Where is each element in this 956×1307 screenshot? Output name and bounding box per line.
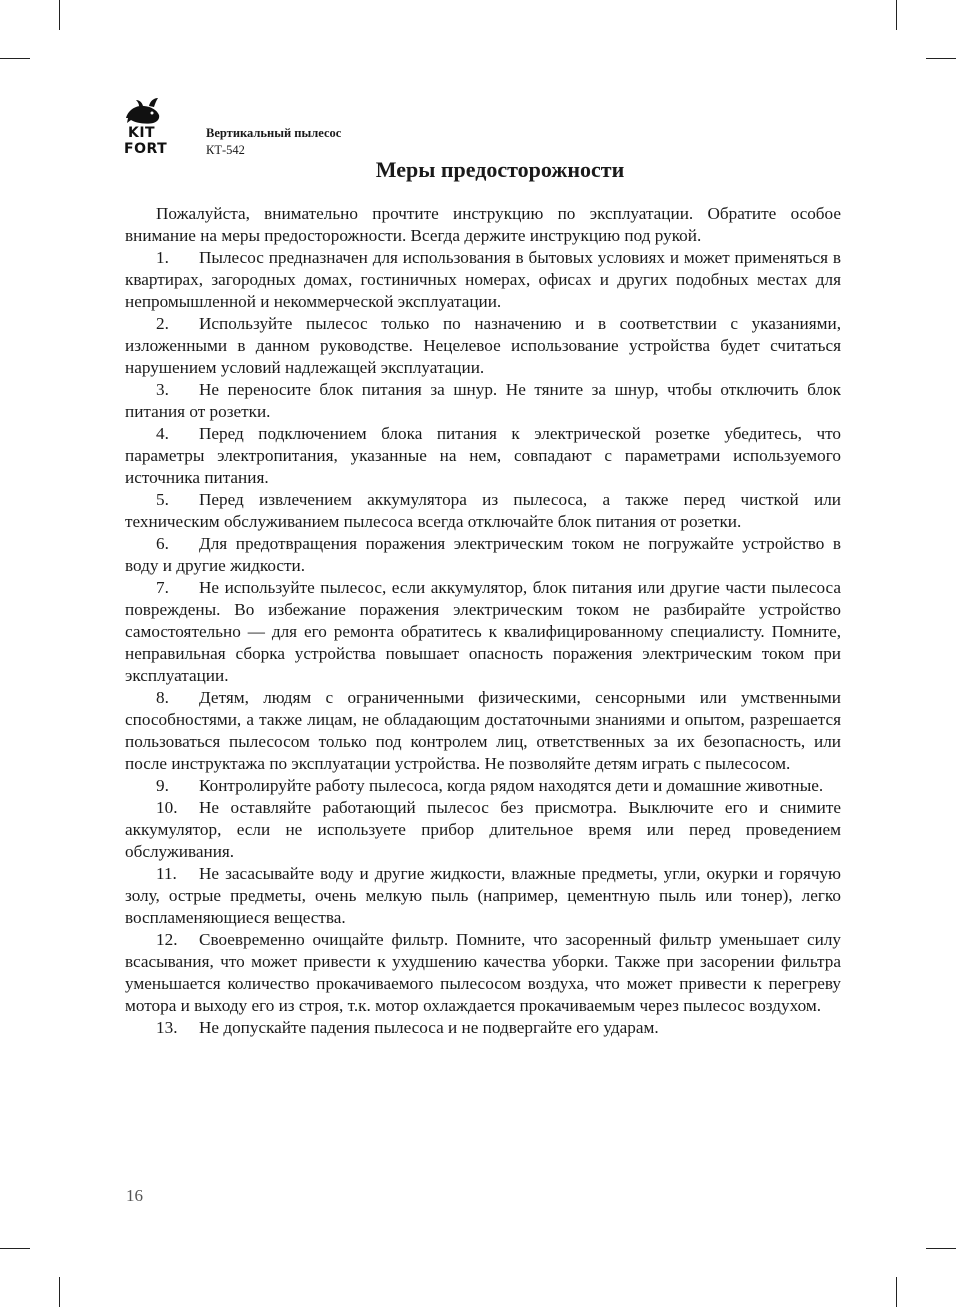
page-number: 16 [126,1186,143,1205]
header-meta [206,125,341,159]
item-text: Своевременно очищайте фильтр. Помните, что засоренный фильтр уменьшает силу всасывания, что может привести к ухудшению качества уборки. Также при засорении фильтра уменьшается количество прокачиваемого пылесосом воздуха, что может привести к перегреву мотора и выходу его из строя, т.к. мотор охлаждается прокачиваемым через пылесос воздухом. [125,930,841,1015]
whale-logo-icon [124,96,164,126]
item-number: 5. [156,490,169,509]
safety-item [125,1017,841,1039]
item-number: 12. [156,930,178,949]
item-text: Не допускайте падения пылесоса и не подвергайте его ударам. [199,1018,659,1037]
crop-mark-right-top [926,58,956,59]
safety-item [125,775,841,797]
item-text: Не засасывайте воду и другие жидкости, влажные предметы, угли, окурки и горячую золу, острые предметы, очень мелкую пыль (например, цементную пыль или тонер), легко воспламеняющиеся вещества. [125,864,841,927]
item-text: Перед подключением блока питания к электрической розетке убедитесь, что параметры электропитания, указанные на нем, совпадают с параметрами используемого источника питания. [125,424,841,487]
safety-list [125,247,841,1039]
item-number: 7. [156,578,169,597]
item-number: 8. [156,688,169,707]
logo-text-kit: KIT [128,125,156,141]
crop-mark-right-bottom [926,1248,956,1249]
logo-text-fort: FORT [124,141,168,157]
safety-item [125,247,841,313]
item-number: 1. [156,248,169,267]
item-number: 9. [156,776,169,795]
safety-item [125,863,841,929]
item-number: 3. [156,380,169,399]
safety-content [125,203,841,1039]
crop-mark-bottom-left [59,1277,60,1307]
item-number: 10. [156,798,178,817]
crop-mark-left-top [0,58,30,59]
safety-item [125,489,841,533]
item-text: Для предотвращения поражения электрическим током не погружайте устройство в воду и другие жидкости. [125,534,841,575]
crop-mark-left-bottom [0,1248,30,1249]
safety-item [125,687,841,775]
item-text: Пылесос предназначен для использования в бытовых условиях и может применяться в квартирах, загородных домах, гостиничных номерах, офисах и других подобных местах для непромышленной и некоммерческой эксплуатации. [125,248,841,311]
crop-mark-bottom-right [896,1277,897,1307]
item-text: Перед извлечением аккумулятора из пылесоса, а также перед чисткой или техническим обслуживанием пылесоса всегда отключайте блок питания от розетки. [125,490,841,531]
item-text: Не переносите блок питания за шнур. Не тяните за шнур, чтобы отключить блок питания от розетки. [125,380,841,421]
page-title: Меры предосторожности [375,157,625,182]
intro-paragraph: Пожалуйста, внимательно прочтите инструкцию по эксплуатации. Обратите особое внимание на меры предосторожности. Всегда держите инструкцию под рукой. [125,204,841,245]
item-number: 2. [156,314,169,333]
item-text: Не оставляйте работающий пылесос без присмотра. Выключите его и снимите аккумулятор, если не используете прибор длительное время или перед проведением обслуживания. [125,798,841,861]
item-text: Используйте пылесос только по назначению и в соответствии с указаниями, изложенными в данном руководстве. Нецелевое использование устройства будет считаться нарушением условий надлежащей эксплуатации. [125,314,841,377]
safety-item [125,313,841,379]
safety-item [125,379,841,423]
safety-item [125,533,841,577]
item-text: Детям, людям с ограниченными физическими, сенсорными или умственными способностями, а также лицам, не обладающим достаточными знаниями и опытом, разрешается пользоваться пылесосом только под контролем лиц, ответственных за их безопасность, или после инструктажа по эксплуатации устройства. Не позволяйте детям играть с пылесосом. [125,688,841,773]
item-number: 4. [156,424,169,443]
crop-mark-top-right [896,0,897,30]
item-number: 11. [156,864,177,883]
model-number: КТ-542 [206,143,245,157]
product-name: Вертикальный пылесос [206,126,342,140]
item-text: Контролируйте работу пылесоса, когда рядом находятся дети и домашние животные. [199,776,824,795]
brand-logo [124,96,194,156]
crop-mark-top-left [59,0,60,30]
safety-item [125,423,841,489]
item-number: 13. [156,1018,178,1037]
item-text: Не используйте пылесос, если аккумулятор, блок питания или другие части пылесоса повреждены. Во избежание поражения электрическим током не разбирайте устройство самостоятельно — для его ремонта обратитесь к квалифицированному специалисту. Помните, неправильная сборка устройства повышает опасность поражения электрическим током при эксплуатации. [125,578,841,685]
item-number: 6. [156,534,169,553]
safety-item [125,797,841,863]
safety-item [125,929,841,1017]
safety-item [125,577,841,687]
